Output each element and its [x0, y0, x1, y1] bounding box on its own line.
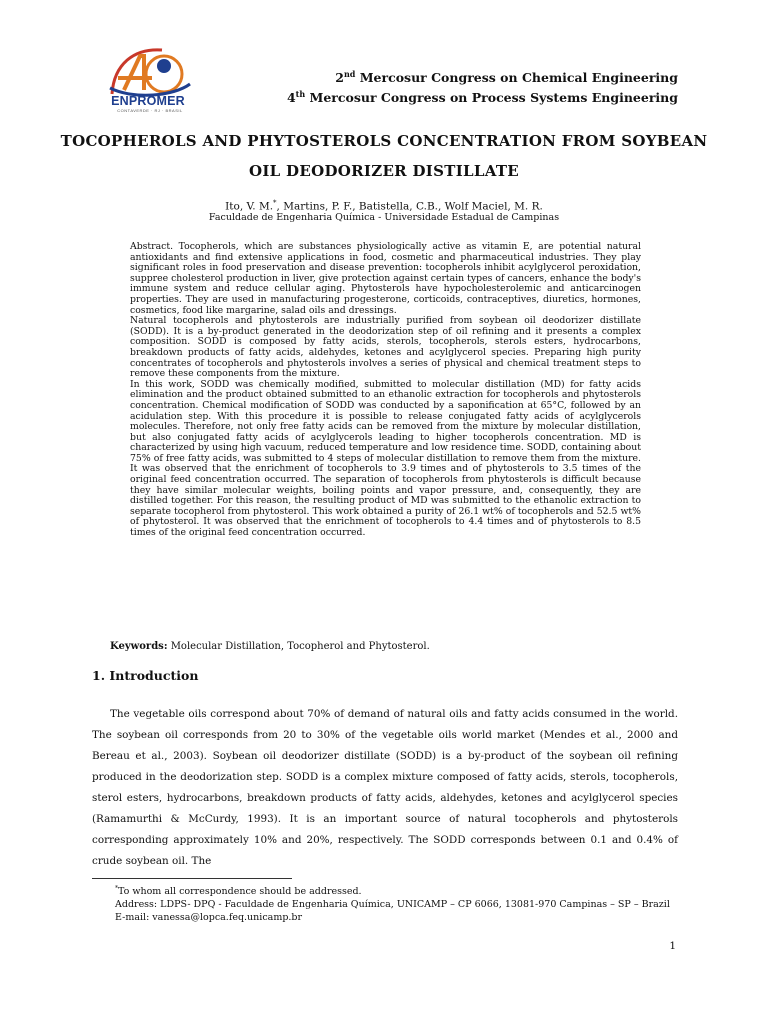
abstract-paragraph-3: In this work, SODD was chemically modified, submitted to molecular distillation (MD) for fatty acids elimination and the product obtained submitted to an ethanolic extraction for tocopherols and phytosterols concentration. Chemical modification of SODD was conducted by a saponification at 65°C, followed by an acidulation step. With this procedure it is possible to release conjugated fatty acids of acylglycerols molecules. Therefore, not only free fatty acids can be removed from the mixture by molecular distillation, but also conjugated fatty acids of acylglycerols leading to higher tocopherols concentration. MD is characterized by using high vacuum, reduced temperature and low residence time. SODD, containing about 75% of free fatty acids, was submitted to 4 steps of molecular distillation to remove them from the mixture. It was observed that the enrichment of tocopherols to 3.9 times and of phytosterols to 3.5 times of the original feed concentration occurred. The separation of tocopherols from phytosterols is difficult because they have similar molecular weights, boiling points and vapor pressure, and, consequently, they are distilled together. For this reason, the resulting product of MD was submitted to the ethanolic extraction to separate tocopherol from phytosterol. This work obtained a purity of 26.1 wt% of tocopherols and 52.5 wt% of phytosterol. It was observed that the enrichment of tocopherols to 4.4 times and of phytosterols to 8.5 times of the original feed concentration occurred. [130, 378, 641, 539]
author-list [0, 199, 768, 213]
congress-2-suffix: th [295, 89, 306, 100]
footnote-line-1 [115, 882, 670, 898]
congress-line-2 [287, 86, 678, 106]
footnote-divider [92, 878, 292, 879]
footnote-mark: * [115, 885, 118, 892]
congress-line-1 [287, 66, 678, 86]
logo-subtext: CONTAVERDE · RJ · BRASIL [117, 108, 183, 113]
congress-2-text: Mercosur Congress on Process Systems Engineering [305, 90, 678, 106]
abstract [130, 242, 641, 539]
abstract-paragraph-2: Natural tocopherols and phytosterols are industrially purified from soybean oil deodorizer distillate (SODD). It is a by-product generated in the deodorization step of oil refining and it presents a complex composition. SODD is composed by fatty acids, sterols, tocopherols, sterols esters, hydrocarbons, breakdown products of fatty acids, aldehydes, ketones and acylglycerol species. Preparing high purity concentrates of tocopherols and phytosterols involves a series of physical and chemical treatment steps to remove these components from the mixture. [130, 315, 641, 380]
congress-1-ordinal: 2 [335, 70, 344, 86]
enpromer-logo-mark-icon [104, 44, 194, 100]
footnote-line-3: E-mail: vanessa@lopca.feq.unicamp.br [115, 912, 303, 924]
footnote [115, 882, 670, 924]
affiliation: Faculdade de Engenharia Química - Universidade Estadual de Campinas [208, 212, 560, 223]
section-heading: 1. Introduction [92, 668, 199, 683]
enpromer-logo [96, 44, 208, 116]
footnote-line-2: Address: LDPS- DPQ - Faculdade de Engenharia Química, UNICAMP – CP 6066, 13081-970 Campinas – SP – Brazil [115, 899, 670, 911]
author-mark: * [273, 199, 277, 207]
paper-title: TOCOPHEROLS AND PHYTOSTEROLS CONCENTRATION FROM SOYBEAN OIL DEODORIZER DISTILLATE [60, 132, 708, 180]
author-rest: , Martins, P. F., Batistella, C.B., Wolf Maciel, M. R. [276, 200, 543, 213]
keywords [110, 641, 430, 652]
congress-header [287, 66, 678, 106]
footnote-text-1: To whom all correspondence should be addressed. [118, 886, 362, 898]
logo-wordmark: ENPROMER [111, 94, 185, 108]
congress-2-ordinal: 4 [286, 90, 296, 106]
congress-1-text: Mercosur Congress on Chemical Engineering [355, 70, 678, 86]
introduction-text: The vegetable oils correspond about 70% of demand of natural oils and fatty acids consumed in the world. The soybean oil corresponds from 20 to 30% of the vegetable oils world market (Mendes et al., 2000 and Bereau et al., 2003). Soybean oil deodorizer distillate (SODD) is a by-product of the soybean oil refining produced in the deodorization step. SODD is a complex mixture composed of fatty acids, sterols, tocopherols, sterol esters, hydrocarbons, breakdown products of fatty acids, aldehydes, ketones and acylglycerol species (Ramamurthi & McCurdy, 1993). It is an important source of natural tocopherols and phytosterols corresponding approximately 10% and 20%, respectively. The SODD corresponds between 0.1 and 0.4% of crude soybean oil. The [92, 708, 678, 867]
page-number: 1 [669, 940, 676, 952]
congress-1-suffix: nd [343, 69, 356, 79]
keywords-label: Keywords: [110, 641, 168, 652]
abstract-paragraph-1: Abstract. Tocopherols, which are substances physiologically active as vitamin E, are potential natural antioxidants and find extensive applications in food, cosmetic and pharmaceutical industries. They play significant roles in food preservation and disease prevention: tocopherols inhibit acylglycerol peroxidation, supprее cholesterol production in liver, give protection against certain types of cancers, enhance the body's immune system and reduce cellular aging. Phytosterols have hypocholesterolemic and anticarcinogen properties. They are used in manufacturing progesterone, corticoids, contraceptives, diuretics, hormones, cosmetics, food like margarine, salad oils and dressings. [130, 241, 641, 316]
author-first: Ito, V. M. [225, 200, 274, 213]
keywords-text: Molecular Distillation, Tocopherol and Phytosterol. [167, 641, 430, 652]
